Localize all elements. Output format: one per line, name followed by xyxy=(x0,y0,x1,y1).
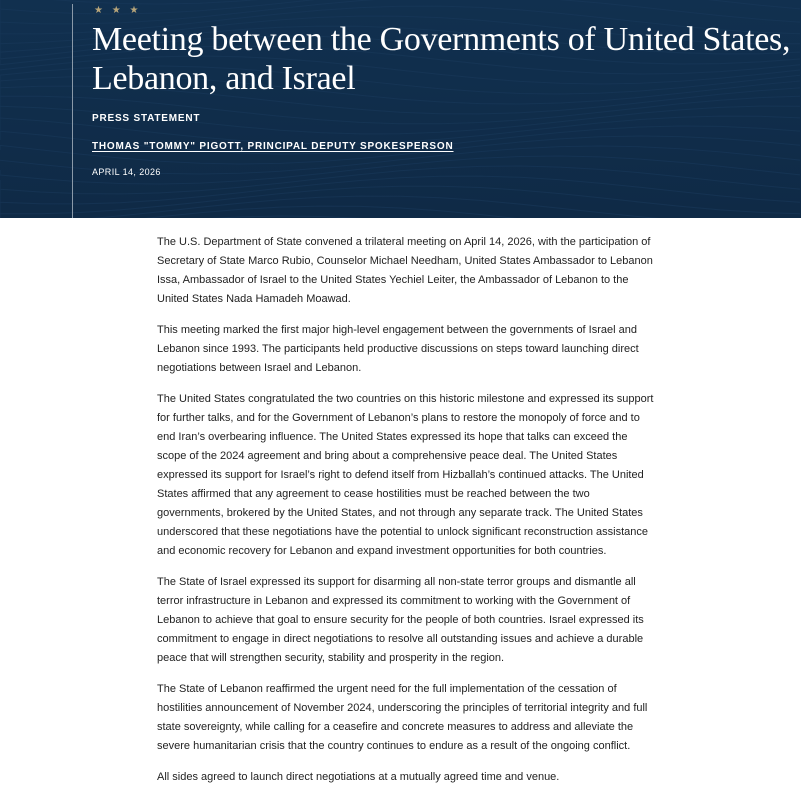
wave-line xyxy=(0,176,800,204)
page-title: Meeting between the Governments of United States, Lebanon, and Israel xyxy=(92,21,791,97)
body-paragraph: The State of Lebanon reaffirmed the urgent need for the full implementation of the cessation of hostilities announcement of November 2024, underscoring the principles of territorial integrity and full state sovereignty, while calling for a ceasefire and concrete measures to address and alleviate the severe humanitarian crisis that the country continues to endure as a result of the ongoing conflict. xyxy=(157,683,648,752)
document-type-label: PRESS STATEMENT xyxy=(92,113,201,124)
wave-line xyxy=(0,0,800,4)
hero-banner xyxy=(0,0,801,218)
body-paragraph: The U.S. Department of State convened a trilateral meeting on April 14, 2026, with the participation of Secretary of State Marco Rubio, Counselor Michael Needham, United States Ambassador to Lebanon Issa, Ambassador of Israel to the United States Yechiel Leiter, the Ambassador of Lebanon to the United States Nada Hamadeh Moawad. xyxy=(157,236,653,305)
stars-icon: ★ ★ ★ xyxy=(94,5,142,16)
body-paragraph: The State of Israel expressed its support for disarming all non-state terror groups and dismantle all terror infrastructure in Lebanon and expressed its commitment to working with the Government of Lebanon to achieve that goal to ensure security for the people of both countries. Israel expressed its commitment to engage in direct negotiations to resolve all outstanding issues and achieve a durable peace that will strengthen security, stability and prosperity in the region. xyxy=(157,576,644,664)
body-paragraph: The United States congratulated the two countries on this historic milestone and expressed its support for further talks, and for the Government of Lebanon’s plans to restore the monopoly of force and to end Iran’s overbearing influence. The United States expressed its hope that talks can exceed the scope of the 2024 agreement and bring about a comprehensive peace deal. The United States expressed its support for Israel’s right to defend itself from Hizballah’s continued attacks. The United States affirmed that any agreement to cease hostilities must be reached between the two governments, brokered by the United States, and not through any separate track. The United States underscored that these negotiations have the potential to unlock significant reconstruction assistance and economic recovery for Lebanon and expand investment opportunities for both countries. xyxy=(157,393,654,557)
wave-line xyxy=(0,196,800,218)
body-paragraph: This meeting marked the first major high-level engagement between the governments of Israel and Lebanon since 1993. The participants held productive discussions on steps toward launching direct negotiations between Israel and Lebanon. xyxy=(157,324,639,374)
author-link[interactable]: THOMAS "TOMMY" PIGOTT, PRINCIPAL DEPUTY SPOKESPERSON xyxy=(92,141,454,152)
article-body xyxy=(157,233,655,799)
publish-date: APRIL 14, 2026 xyxy=(92,167,161,177)
hero-divider-line xyxy=(72,4,73,218)
body-paragraph: All sides agreed to launch direct negotiations at a mutually agreed time and venue. xyxy=(157,771,560,783)
wave-line xyxy=(0,186,800,214)
